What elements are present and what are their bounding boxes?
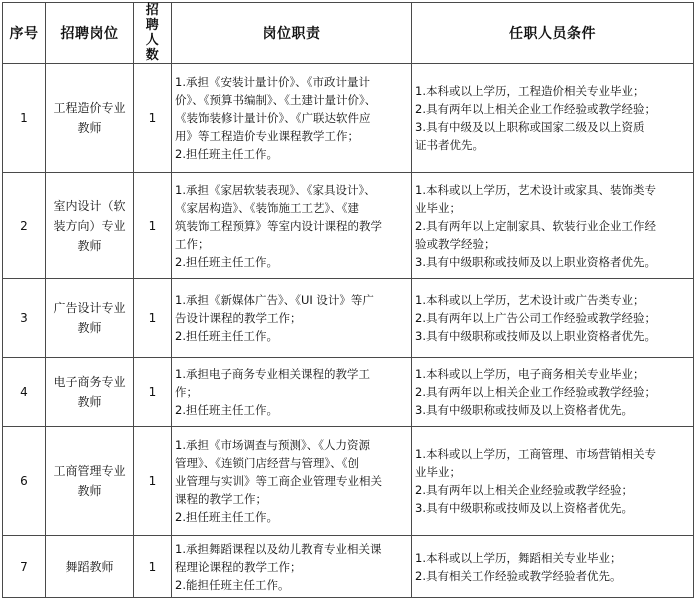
duties-line: 业管理与实训》等工商企业管理专业相关 [175,474,382,488]
duties-line: 1.承担《家居软装表现》、《家具设计》、 [175,182,376,197]
headcount-cell: 1 [134,64,172,173]
position-cell: 工商管理专业教师 [46,427,134,536]
header-row [3,3,694,64]
recruitment-table-wrapper [2,2,694,598]
duties-line: 价》、《预算书编制》、《土建计量计价》、 [175,93,377,107]
table-row [3,279,694,358]
headcount-cell: 1 [134,279,172,358]
requirements-line: 业毕业； [415,465,461,479]
headcount-cell: 1 [134,358,172,427]
duties-line: 用》等工程造价专业课程教学工作； [175,129,359,143]
position-cell: 广告设计专业教师 [46,279,134,358]
requirements-cell [412,64,694,173]
duties-line: 2.担任班主任工作。 [175,329,278,343]
requirements-line: 3.具有中级职称或技师及以上职业资格者优先。 [415,254,656,269]
duties-line: 1.承担电子商务专业相关课程的教学工 [175,367,370,381]
duties-line: 1.承担舞蹈课程以及幼儿教育专业相关课 [175,541,382,556]
requirements-line: 3.具有中级职称或技师及以上职业资格者优先。 [415,329,656,343]
duties-line: 筑装饰工程预算》等室内设计课程的教学 [175,218,382,233]
position-cell: 室内设计（软装方向）专业教师 [46,173,134,279]
header-position: 招聘岗位 [46,3,134,64]
table-row [3,358,694,427]
requirements-line: 3.具有中级职称或技师及以上资格者优先。 [415,501,633,515]
table-row [3,64,694,173]
duties-cell [172,536,412,598]
position-cell: 舞蹈教师 [46,536,134,598]
requirements-line: 证书者优先。 [415,138,484,152]
requirements-line: 1.本科或以上学历，艺术设计或广告类专业； [415,293,645,307]
serial-number-cell: 2 [3,173,46,279]
table-body [3,64,694,598]
header-headcount-text: 招聘人数 [145,3,160,63]
requirements-line: 1.本科或以上学历，工程造价相关专业毕业； [415,84,645,98]
duties-line: 2.担任班主任工作。 [175,510,278,524]
duties-line: 《装饰装修计量计价》、《广联达软件应 [175,111,371,125]
header-serial-number: 序号 [3,3,46,64]
recruitment-table [2,2,694,598]
duties-line: 程理论课程的教学工作； [175,559,302,574]
requirements-line: 1.本科或以上学历，艺术设计或家具、装饰类专 [415,182,656,197]
requirements-cell [412,536,694,598]
duties-line: 2.担任班主任工作。 [175,254,278,269]
duties-line: 1.承担《安装计量计价》、《市政计量计 [175,75,370,89]
duties-cell [172,173,412,279]
table-row [3,536,694,598]
duties-line: 2.能担任班主任工作。 [175,577,290,592]
duties-cell [172,427,412,536]
requirements-line: 2.具有两年以上相关企业工作经验或教学经验； [415,102,656,116]
duties-line: 管理》、《连锁门店经营与管理》、《创 [175,456,359,470]
requirements-line: 3.具有中级职称或技师及以上资格者优先。 [415,403,633,417]
serial-number-cell: 3 [3,279,46,358]
requirements-cell [412,427,694,536]
serial-number-cell: 4 [3,358,46,427]
requirements-line: 2.具有相关工作经验或教学经验者优先。 [415,568,622,583]
duties-line: 《家居构造》、《装饰施工工艺》、《建 [175,200,359,215]
requirements-line: 1.本科或以上学历，舞蹈相关专业毕业； [415,550,622,565]
duties-line: 2.担任班主任工作。 [175,147,278,161]
headcount-cell: 1 [134,536,172,598]
requirements-line: 1.本科或以上学历，电子商务相关专业毕业； [415,367,645,381]
duties-line: 工作； [175,236,210,251]
table-row [3,427,694,536]
table-row [3,173,694,279]
duties-cell [172,64,412,173]
serial-number-cell: 1 [3,64,46,173]
headcount-cell: 1 [134,173,172,279]
requirements-cell [412,279,694,358]
requirements-line: 验或教学经验； [415,236,496,251]
duties-cell [172,358,412,427]
requirements-line: 1.本科或以上学历，工商管理、市场营销相关专 [415,447,656,461]
requirements-cell [412,358,694,427]
requirements-line: 2.具有两年以上相关企业经验或教学经验； [415,483,633,497]
duties-line: 2.担任班主任工作。 [175,403,278,417]
duties-cell [172,279,412,358]
duties-line: 课程的教学工作； [175,492,267,506]
duties-line: 1.承担《新媒体广告》、《UI 设计》等广 [175,293,374,307]
header-requirements: 任职人员条件 [412,3,694,64]
position-cell: 电子商务专业教师 [46,358,134,427]
requirements-cell [412,173,694,279]
requirements-line: 2.具有两年以上广告公司工作经验或教学经验； [415,311,656,325]
duties-line: 1.承担《市场调查与预测》、《人力资源 [175,438,370,452]
serial-number-cell: 7 [3,536,46,598]
requirements-line: 2.具有两年以上定制家具、软装行业企业工作经 [415,218,656,233]
headcount-cell: 1 [134,427,172,536]
serial-number-cell: 6 [3,427,46,536]
requirements-line: 业毕业； [415,200,461,215]
position-cell: 工程造价专业教师 [46,64,134,173]
header-duties: 岗位职责 [172,3,412,64]
duties-line: 告设计课程的教学工作； [175,311,302,325]
duties-line: 作； [175,385,198,399]
requirements-line: 3.具有中级及以上职称或国家二级及以上资质 [415,120,645,134]
requirements-line: 2.具有两年以上相关企业工作经验或教学经验； [415,385,656,399]
header-headcount [134,3,172,64]
